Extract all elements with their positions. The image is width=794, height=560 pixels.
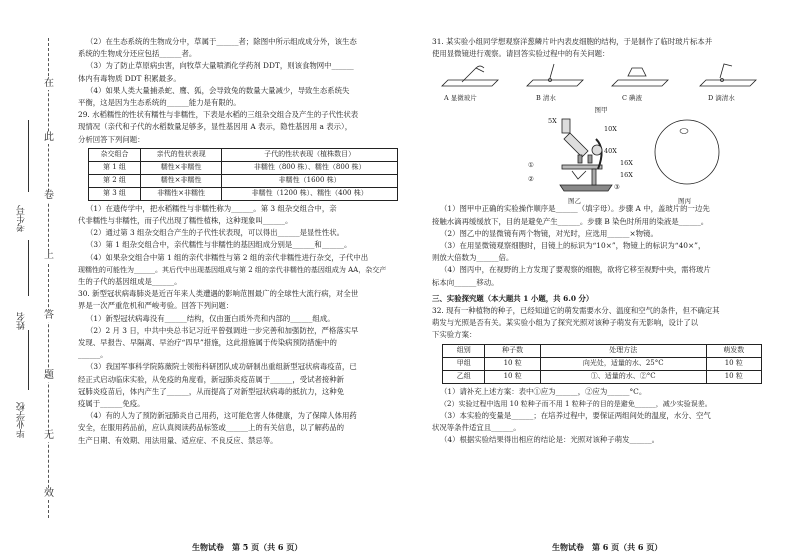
- text-line: 萌发与光照是否有关。某实验小组为了探究光照对该种子萌发有无影响，设计了以: [432, 318, 699, 328]
- text-line: 状况等条件适宜且______。: [432, 423, 521, 433]
- text-line: 平衡，这是因为生态系统的______能力是有限的。: [78, 98, 241, 108]
- text-line: （3）本实验的变量是______；在培养过程中，要保证两组间处的温度，水分、空气: [440, 411, 711, 421]
- table-cell: ①、适量的水、②°C: [540, 370, 706, 383]
- table-cell: 非糯性（800 株）、糯性（800 株）: [222, 161, 398, 174]
- table-cell: 乙组: [443, 370, 485, 383]
- table-cell: 非糯性×非糯性: [140, 187, 221, 200]
- text-line: （4）有的人为了预防新冠肺炎自己用药，这可能危害人体健康，为了保障人体用药: [86, 411, 357, 421]
- section-heading: 三、实验探究题（本大题共 1 小题，共 6.0 分）: [432, 293, 594, 303]
- text-line: 使用显微镜进行观察。请回答实验过程中的有关问题：: [432, 49, 610, 59]
- seal-char: 上: [44, 250, 54, 261]
- question-30-stem: 30. 新型冠状病毒肺炎是近百年来人类遭遇的影响范围最广的全球性大流行病，对全世: [78, 289, 359, 299]
- text-line: （3）我国军事科学院陈薇院士领衔科研团队成功研制出重组新型冠状病毒疫苗，已: [86, 362, 357, 372]
- table-row: [89, 174, 398, 187]
- table-row: [443, 357, 762, 370]
- text-line: （3）第 1 组杂交组合中，亲代糯性与非糯性的基因组成分别是______和______。: [86, 240, 352, 250]
- text-line: 接触水滴再缓缓放下，目的是避免产生______。步骤 B 染色时所用的染液是______。: [432, 216, 709, 226]
- table-cell: 糯性×非糯性: [140, 174, 221, 187]
- text-line: （3）在用显微镜观察细胞时，目镜上的标识为“10×”，物镜上的标识为“40×”，: [440, 241, 706, 251]
- text-line: （1）图甲中正确的实验操作顺序是______（填字母）。步骤 A 中，盖玻片的一边先: [440, 204, 710, 214]
- table-cell: 向光处，适量的水、25°C: [540, 357, 706, 370]
- text-line: （2）通过第 3 组杂交组合产生的子代性状表现，可以得出______是显性性状。: [86, 228, 344, 238]
- table-cell: 10 粒: [706, 357, 761, 370]
- question-31-stem: 31. 某实验小组同学想观察洋葱鳞片叶内表皮细胞的结构，于是制作了临时玻片标本并: [432, 37, 713, 46]
- table-header-cell: 处理方法: [540, 344, 706, 357]
- text-line: 则放大倍数为______倍。: [432, 253, 514, 263]
- slide-steps-illustration: [432, 62, 770, 92]
- text-line: 发现、早报告、早隔离、早治疗“四早”措施，这此措施属于传染病预防措施中的: [78, 338, 337, 348]
- text-line: （2）在生态系统的生物成分中，草属于______者；除图中所示组成成分外，该生态: [86, 37, 357, 46]
- table-header-cell: 萌发数: [706, 344, 761, 357]
- school-label: 毕业学校: [17, 402, 27, 438]
- figure-label: 10X: [604, 125, 617, 134]
- figure-label: ①: [528, 161, 534, 170]
- text-line: 生产日期、有效期、用法用量、适应症、不良反应、禁忌等。: [78, 435, 278, 445]
- text-line: （1）在遗传学中，把水稻糯性与非糯性称为______。第 3 组杂交组合中，亲: [86, 203, 337, 213]
- text-line: 现糯性的可能性为______。其后代中出现基因组成与第 2 组的亲代非糯性的基因组成为 AA，杂交产: [78, 265, 387, 274]
- right-column: [432, 36, 770, 447]
- figure-caption: 图丙: [678, 197, 691, 206]
- text-line: （2）图乙中的显微镜有两个物镜，对光时，应选用______×物镜。: [440, 228, 658, 238]
- table-header-row: [443, 344, 762, 357]
- figure-label: ③: [614, 183, 620, 192]
- text-line: （4）根据实验结果得出相应的结论是：光照对该种子萌发______。: [440, 435, 660, 445]
- question-29-stem: 29. 水稻糯性的性状有糯性与非糯性，下表是水稻的三组杂交组合及产生的子代性状表: [78, 110, 359, 120]
- figure-label: ②: [528, 175, 534, 184]
- table-cell: 10 粒: [706, 370, 761, 383]
- table-cell: 第 3 组: [89, 187, 141, 200]
- table-cell: 第 2 组: [89, 174, 141, 187]
- text-line: （1）新型冠状病毒没有______结构，仅由蛋白质外壳和内部的______组成。: [86, 313, 335, 323]
- table-cell: 非糯性（1600 株）: [222, 174, 398, 187]
- name-line: [28, 240, 29, 296]
- candidate-number-line: [28, 120, 29, 192]
- field-of-view-illustration: [652, 117, 722, 187]
- figure-jia: [432, 62, 770, 104]
- cut-line: [48, 38, 49, 518]
- table-header-cell: 子代的性状表现（植株数目）: [222, 148, 398, 161]
- figure-label: 5X: [548, 117, 557, 126]
- name-label: 姓名: [17, 312, 27, 330]
- table-header-cell: 种子数: [485, 344, 540, 357]
- figure-label: C 碘液: [622, 94, 643, 103]
- figure-label: 16X: [620, 159, 633, 168]
- text-line: （4）图丙中，在视野的上方发现了要观察的细胞，欲将它移至视野中央，需将玻片: [440, 265, 711, 275]
- text-line: （4）如果人类大量捕杀蛇、鹰、狐，会导致兔的数量大量减少，导致生态系统失: [86, 85, 350, 95]
- text-line: （4）如果杂交组合中第 1 组的亲代非糯性与第 2 组的亲代非糯性进行杂交，子代中出: [86, 252, 369, 262]
- cross-table: [88, 148, 398, 201]
- text-line: ______。: [78, 350, 108, 360]
- seal-char: 答: [44, 310, 54, 321]
- table-header-cell: 亲代的性状表现: [140, 148, 221, 161]
- table-header-cell: 组别: [443, 344, 485, 357]
- figure-label: 40X: [604, 147, 617, 156]
- table-cell: 10 粒: [485, 357, 540, 370]
- text-line: （2）实验过程中选用 10 粒种子而不用 1 粒种子的目的是避免______，减少实验误差。: [440, 399, 712, 408]
- text-line: 生的子代的基因组成是______。: [78, 277, 182, 287]
- left-column: [78, 36, 406, 447]
- seal-char: 题: [44, 370, 54, 381]
- figure-label: 16X: [620, 171, 633, 180]
- table-cell: 10 粒: [485, 370, 540, 383]
- table-cell: 甲组: [443, 357, 485, 370]
- table-row: [443, 370, 762, 383]
- text-line: 分析回答下列问题：: [78, 134, 145, 144]
- text-line: 标本向______移动。: [432, 277, 499, 287]
- experiment-table: [442, 344, 762, 384]
- seal-char: 卷: [44, 190, 54, 201]
- table-row: [89, 187, 398, 200]
- text-line: 现情况（亲代和子代的水稻数量足够多，显性基因用 A 表示，隐性基因用 a 表示），: [78, 122, 353, 132]
- figure-caption: 图甲: [594, 106, 608, 115]
- table-cell: 非糯性（1200 株）、糯性（400 株）: [222, 187, 398, 200]
- question-32-stem: 32. 现有一种植物的种子，已经知道它的萌发需要水分、温度和空气的条件，但不确定其: [432, 306, 720, 316]
- page-footer-right: 生物试卷 第 6 页（共 6 页）: [552, 542, 663, 552]
- text-line: 冠肺炎疫苗后，体内产生了______，从而提高了对新型冠状病毒的抵抗力，这种免: [78, 386, 345, 396]
- school-line: [28, 330, 29, 390]
- figure-label: D 滴清水: [708, 94, 735, 103]
- text-line: （1）请补充上述方案：表中①应为______，②应为______°C。: [440, 386, 647, 396]
- seal-char: 效: [44, 488, 54, 499]
- table-row: [89, 161, 398, 174]
- text-line: 经正式启动临床实验，从免疫的角度看，新冠肺炎疫苗属于______，受试者接种新: [78, 374, 345, 384]
- seal-char: 无: [44, 430, 54, 441]
- figure-caption: 图乙: [568, 197, 581, 206]
- seal-char: 在: [44, 78, 54, 89]
- text-line: （2）2 月 3 日，中共中央总书记习近平曾强调进一步完善和加强防控，严格落实早: [86, 325, 359, 335]
- table-header-row: [89, 148, 398, 161]
- text-line: 疫属于______免疫。: [78, 399, 145, 409]
- text-line: 系统的生物成分还应包括______者。: [78, 49, 197, 59]
- table-cell: 第 1 组: [89, 161, 141, 174]
- figure-yi-bing: [432, 115, 770, 206]
- text-line: 安全，在服用药品前，应认真阅读药品标签或______上的有关信息，以了解药品的: [78, 423, 345, 433]
- text-line: 界是一次严重危机和严峻考验。回答下列问题：: [78, 301, 234, 311]
- candidate-number-label: 考生号: [17, 205, 27, 232]
- text-line: 代非糯性与非糯性，而子代出现了糯性植株，这种现象叫______。: [78, 216, 293, 226]
- text-line: 下实验方案：: [432, 330, 477, 340]
- table-cell: 糯性×非糯性: [140, 161, 221, 174]
- binding-margin: [0, 0, 64, 560]
- figure-label: B 清水: [536, 94, 556, 103]
- table-header-cell: 杂交组合: [89, 148, 141, 161]
- figure-label: A 显微玻片: [444, 94, 477, 103]
- text-line: （3）为了防止草原病虫害，向牧草大量喷洒化学药剂 DDT，则该食物网中______: [86, 61, 354, 71]
- page-footer-left: 生物试卷 第 5 页（共 6 页）: [192, 542, 303, 552]
- seal-char: 此: [44, 132, 54, 143]
- text-line: 体内有毒物质 DDT 积累最多。: [78, 73, 181, 83]
